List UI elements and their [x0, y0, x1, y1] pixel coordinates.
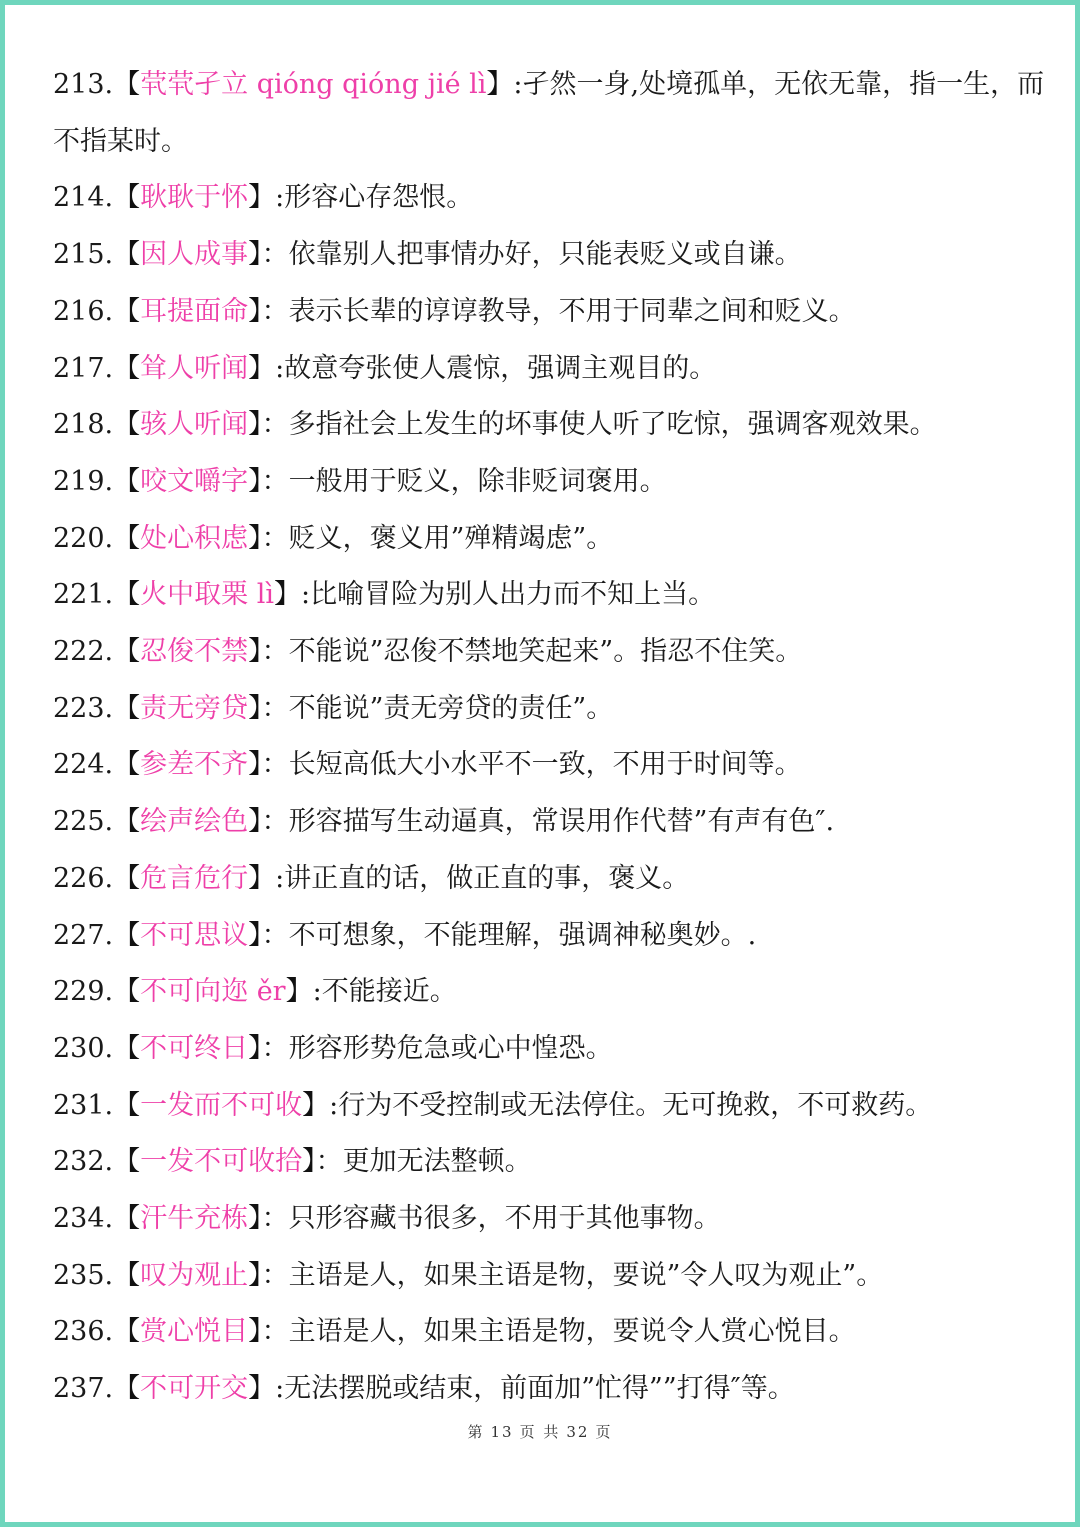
- close-bracket: 】: [248, 182, 276, 214]
- open-bracket: 【: [113, 976, 141, 1008]
- entry-term: 骇人听闻: [140, 409, 249, 441]
- entry-term: 赏心悦目: [140, 1316, 249, 1348]
- entry-description: :比喻冒险为别人出力而不知上当。: [300, 579, 716, 611]
- entry-number: 231.: [53, 1089, 114, 1121]
- list-item: [53, 624, 1053, 681]
- entry-number: 217.: [53, 352, 114, 384]
- entry-number: 221.: [53, 579, 114, 611]
- entry-term: 因人成事: [140, 239, 249, 271]
- entry-number: 235.: [53, 1259, 114, 1291]
- list-item: [53, 170, 1053, 227]
- open-bracket: 【: [113, 1146, 141, 1178]
- open-bracket: 【: [113, 352, 141, 384]
- close-bracket: 】: [248, 1203, 262, 1235]
- open-bracket: 【: [113, 465, 141, 497]
- close-bracket: 】: [273, 579, 301, 611]
- entry-description: ：更加无法整顿。: [315, 1146, 532, 1178]
- entry-description: ：主语是人，如果主语是物，要说”令人叹为观止”。: [261, 1259, 884, 1291]
- open-bracket: 【: [113, 1089, 141, 1121]
- footer-prefix: 第: [467, 1423, 485, 1441]
- entry-description: ：长短高低大小水平不一致，不用于时间等。: [261, 749, 802, 781]
- entry-number: 227.: [53, 919, 114, 951]
- entry-description: :孑然一身,处境孤单，无依无靠，指一生，而不指某时。: [53, 69, 1045, 157]
- entry-description: ：形容形势危急或心中惶恐。: [261, 1032, 613, 1064]
- open-bracket: 【: [113, 579, 141, 611]
- entry-number: 220.: [53, 522, 114, 554]
- list-item: [53, 1078, 1053, 1135]
- entry-number: 218.: [53, 409, 114, 441]
- list-item: [53, 737, 1053, 794]
- entry-description: :不能接近。: [312, 976, 457, 1008]
- open-bracket: 【: [113, 1316, 141, 1348]
- entry-number: 219.: [53, 465, 114, 497]
- open-bracket: 【: [113, 692, 141, 724]
- entry-term: 咬文嚼字: [140, 465, 249, 497]
- entry-term: 忍俊不禁: [140, 636, 249, 668]
- entry-description: :故意夸张使人震惊，强调主观目的。: [275, 352, 717, 384]
- open-bracket: 【: [113, 1032, 141, 1064]
- open-bracket: 【: [113, 862, 141, 894]
- entry-description: :行为不受控制或无法停住。无可挽救，不可救药。: [329, 1089, 933, 1121]
- list-item: [53, 794, 1053, 851]
- close-bracket: 】: [248, 806, 262, 838]
- open-bracket: 【: [113, 409, 141, 441]
- list-item: [53, 908, 1053, 965]
- entry-number: 223.: [53, 692, 114, 724]
- entry-number: 215.: [53, 239, 114, 271]
- entry-term: 不可向迩 ěr: [140, 976, 286, 1008]
- entry-number: 232.: [53, 1146, 114, 1178]
- list-item: [53, 851, 1053, 908]
- entry-description: ：主语是人，如果主语是物，要说令人赏心悦目。: [261, 1316, 856, 1348]
- entry-term: 不可开交: [140, 1373, 249, 1405]
- entry-term: 耿耿于怀: [140, 182, 249, 214]
- open-bracket: 【: [113, 69, 141, 100]
- entry-term: 叹为观止: [140, 1259, 249, 1291]
- page-footer: [5, 1421, 1075, 1442]
- entry-number: 234.: [53, 1203, 114, 1235]
- list-item: [53, 1134, 1053, 1191]
- close-bracket: 】: [248, 1032, 262, 1064]
- entry-term: 责无旁贷: [140, 692, 249, 724]
- footer-total-pages: 32: [566, 1423, 590, 1441]
- document-page: [5, 5, 1075, 1522]
- list-item: [53, 341, 1053, 398]
- entry-description: :无法摆脱或结束，前面加”忙得””打得″等。: [275, 1373, 795, 1405]
- open-bracket: 【: [113, 749, 141, 781]
- entry-number: 214.: [53, 182, 114, 214]
- entry-number: 230.: [53, 1032, 114, 1064]
- list-item: [53, 1304, 1053, 1361]
- entry-term: 耸人听闻: [140, 352, 249, 384]
- entry-term: 汗牛充栋: [140, 1203, 249, 1235]
- close-bracket: 】: [248, 295, 262, 327]
- entry-description: ：不能说”责无旁贷的责任”。: [261, 692, 614, 724]
- close-bracket: 】: [285, 976, 313, 1008]
- open-bracket: 【: [113, 182, 141, 214]
- entry-term: 处心积虑: [140, 522, 249, 554]
- entry-term: 一发不可收拾: [140, 1146, 303, 1178]
- footer-current-page: 13: [490, 1423, 514, 1441]
- footer-suffix: 页: [595, 1423, 613, 1441]
- entry-number: 225.: [53, 806, 114, 838]
- list-item: [53, 567, 1053, 624]
- entry-number: 237.: [53, 1373, 114, 1405]
- close-bracket: 】: [302, 1146, 316, 1178]
- open-bracket: 【: [113, 806, 141, 838]
- entry-description: ：依靠别人把事情办好，只能表贬义或自谦。: [261, 239, 802, 271]
- list-item: [53, 284, 1053, 341]
- list-item: [53, 227, 1053, 284]
- entry-list: [53, 57, 1053, 1418]
- list-item: [53, 454, 1053, 511]
- entry-number: 213.: [53, 69, 114, 100]
- entry-term: 不可终日: [140, 1032, 249, 1064]
- footer-middle: 页 共: [519, 1423, 561, 1441]
- close-bracket: 】: [248, 522, 262, 554]
- entry-description: ：不可想象，不能理解，强调神秘奥妙。.: [261, 919, 757, 951]
- open-bracket: 【: [113, 1259, 141, 1291]
- entry-term: 参差不齐: [140, 749, 249, 781]
- close-bracket: 】: [248, 919, 262, 951]
- entry-number: 216.: [53, 295, 114, 327]
- entry-term: 耳提面命: [140, 295, 249, 327]
- close-bracket: 】: [248, 465, 262, 497]
- close-bracket: 】: [486, 69, 514, 100]
- entry-description: ：只形容藏书很多，不用于其他事物。: [261, 1203, 721, 1235]
- list-item: [53, 397, 1053, 454]
- close-bracket: 】: [248, 692, 262, 724]
- open-bracket: 【: [113, 1373, 141, 1405]
- open-bracket: 【: [113, 1203, 141, 1235]
- close-bracket: 】: [248, 1316, 262, 1348]
- entry-description: :讲正直的话，做正直的事，褒义。: [275, 862, 690, 894]
- close-bracket: 】: [248, 636, 262, 668]
- close-bracket: 】: [248, 409, 262, 441]
- entry-description: ：一般用于贬义，除非贬词褒用。: [261, 465, 667, 497]
- entry-description: ：多指社会上发生的坏事使人听了吃惊，强调客观效果。: [261, 409, 937, 441]
- list-item: [53, 1248, 1053, 1305]
- close-bracket: 】: [248, 239, 262, 271]
- close-bracket: 】: [248, 749, 262, 781]
- open-bracket: 【: [113, 522, 141, 554]
- entry-description: :形容心存怨恨。: [275, 182, 474, 214]
- open-bracket: 【: [113, 295, 141, 327]
- entry-number: 226.: [53, 862, 114, 894]
- entry-term: 一发而不可收: [140, 1089, 303, 1121]
- list-item: [53, 1191, 1053, 1248]
- entry-number: 229.: [53, 976, 114, 1008]
- open-bracket: 【: [113, 919, 141, 951]
- list-item: [53, 681, 1053, 738]
- close-bracket: 】: [248, 1259, 262, 1291]
- entry-term: 危言危行: [140, 862, 249, 894]
- entry-term: 火中取栗 lì: [140, 579, 274, 611]
- entry-description: ：不能说”忍俊不禁地笑起来”。指忍不住笑。: [261, 636, 803, 668]
- close-bracket: 】: [248, 352, 276, 384]
- entry-term: 绘声绘色: [140, 806, 249, 838]
- entry-description: ：形容描写生动逼真，常误用作代替”有声有色″.: [261, 806, 835, 838]
- entry-number: 224.: [53, 749, 114, 781]
- close-bracket: 】: [248, 862, 276, 894]
- close-bracket: 】: [302, 1089, 330, 1121]
- list-item: [53, 57, 1053, 170]
- close-bracket: 】: [248, 1373, 276, 1405]
- entry-term: 不可思议: [140, 919, 249, 951]
- open-bracket: 【: [113, 636, 141, 668]
- entry-term: 茕茕孑立 qióng qióng jié lì: [140, 69, 487, 100]
- list-item: [53, 1021, 1053, 1078]
- list-item: [53, 964, 1053, 1021]
- entry-number: 222.: [53, 636, 114, 668]
- open-bracket: 【: [113, 239, 141, 271]
- list-item: [53, 511, 1053, 568]
- entry-number: 236.: [53, 1316, 114, 1348]
- entry-description: ：贬义，褒义用”殚精竭虑”。: [261, 522, 614, 554]
- entry-description: ：表示长辈的谆谆教导，不用于同辈之间和贬义。: [261, 295, 856, 327]
- list-item: [53, 1361, 1053, 1418]
